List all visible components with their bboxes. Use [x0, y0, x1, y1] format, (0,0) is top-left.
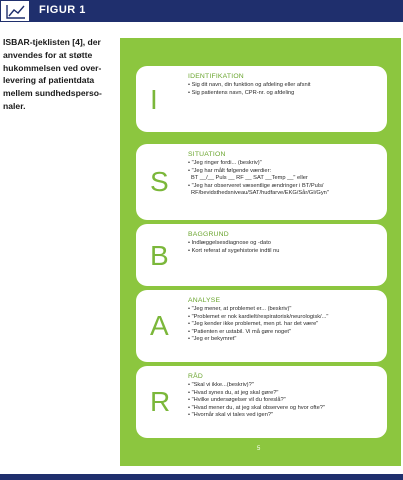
- section-line: • "Jeg er bekymret": [188, 336, 237, 343]
- section-line: • "Hvad synes du, at jeg skal gøre?": [188, 389, 279, 396]
- section-line: • "Jeg har observeret væsentlige ændringer i BT/Puls/: [188, 182, 324, 189]
- section-line: • "Problemet er nok kardielt/respiratorisk/neurologisk/...": [188, 313, 329, 320]
- figure-header-bar: [0, 0, 403, 22]
- caption-line: mellem sundhedsperso-: [3, 88, 102, 99]
- section-letter: I: [150, 84, 158, 115]
- section-title: IDENTIFIKATION: [188, 73, 244, 80]
- section-lines: [188, 240, 383, 255]
- section-line: • "Jeg kender ikke problemet, men pt. har det være": [188, 321, 319, 328]
- section-title: SITUATION: [188, 151, 226, 158]
- section-letter: S: [150, 166, 169, 197]
- section-line: • "Hvornår skal vi tales ved igen?": [188, 412, 274, 419]
- section-line: • Sig dit navn, din funktion og afdeling eller afsnit: [188, 82, 311, 88]
- section-line: • "Patienten er ustabil. Vi må gøre noget": [188, 328, 291, 335]
- section-lines: [188, 82, 383, 97]
- line-chart-icon: [6, 4, 26, 19]
- isbar-panel: [120, 38, 401, 466]
- figure-icon-box: [0, 0, 30, 22]
- section-lines: [188, 160, 383, 198]
- isbar-card-raad: [136, 366, 387, 438]
- caption-line: naler.: [3, 100, 26, 111]
- section-line: • Sig patientens navn, CPR-nr. og afdeling: [188, 89, 295, 96]
- isbar-card-baggrund: [136, 224, 387, 286]
- section-line: • "Jeg har målt følgende værdier:: [188, 167, 272, 174]
- caption-line: levering af patientdata: [3, 75, 95, 86]
- isbar-card-identifikation: [136, 66, 387, 132]
- figure-label: FIGUR 1: [39, 4, 86, 16]
- section-lines: [188, 306, 383, 344]
- figure-caption: [3, 36, 107, 113]
- section-title: BAGGRUND: [188, 231, 229, 238]
- section-line: • "Hvad mener du, at jeg skal observere og hvor ofte?": [188, 404, 325, 411]
- section-title: RÅD: [188, 373, 203, 380]
- section-letter: A: [150, 310, 169, 341]
- caption-line: anvendes for at støtte: [3, 49, 93, 60]
- section-lines: [188, 382, 383, 420]
- section-title: ANALYSE: [188, 297, 221, 304]
- page-number: 5: [257, 446, 261, 452]
- section-letter: B: [150, 240, 169, 271]
- section-line: RF/bevidsthedsniveau/SAT/hudfarve/EKG/Sår/GI/Gyn": [191, 190, 329, 197]
- caption-line: hukommelsen ved over-: [3, 62, 102, 73]
- section-letter: R: [150, 386, 171, 417]
- section-line: • "Jeg ringer fordi... (beskriv)": [188, 160, 262, 166]
- section-line: BT __/__ Puls __ RF __ SAT __Temp __" eller: [191, 175, 308, 182]
- bottom-bar: [0, 474, 403, 480]
- section-line: • Kort referat af sygehistorie indtil nu: [188, 247, 280, 254]
- section-line: • "Skal vi ikke...(beskriv)?": [188, 382, 254, 388]
- caption-line: ISBAR-tjeklisten [4], der: [3, 37, 101, 47]
- section-line: • Indlæggelsesdiagnose og -dato: [188, 240, 271, 246]
- section-line: • "Hvilke undersøgelser vil du foreslå?": [188, 397, 286, 404]
- isbar-card-analyse: [136, 290, 387, 362]
- isbar-card-situation: [136, 144, 387, 220]
- section-line: • "Jeg mener, at problemet er... (beskriv)": [188, 306, 292, 312]
